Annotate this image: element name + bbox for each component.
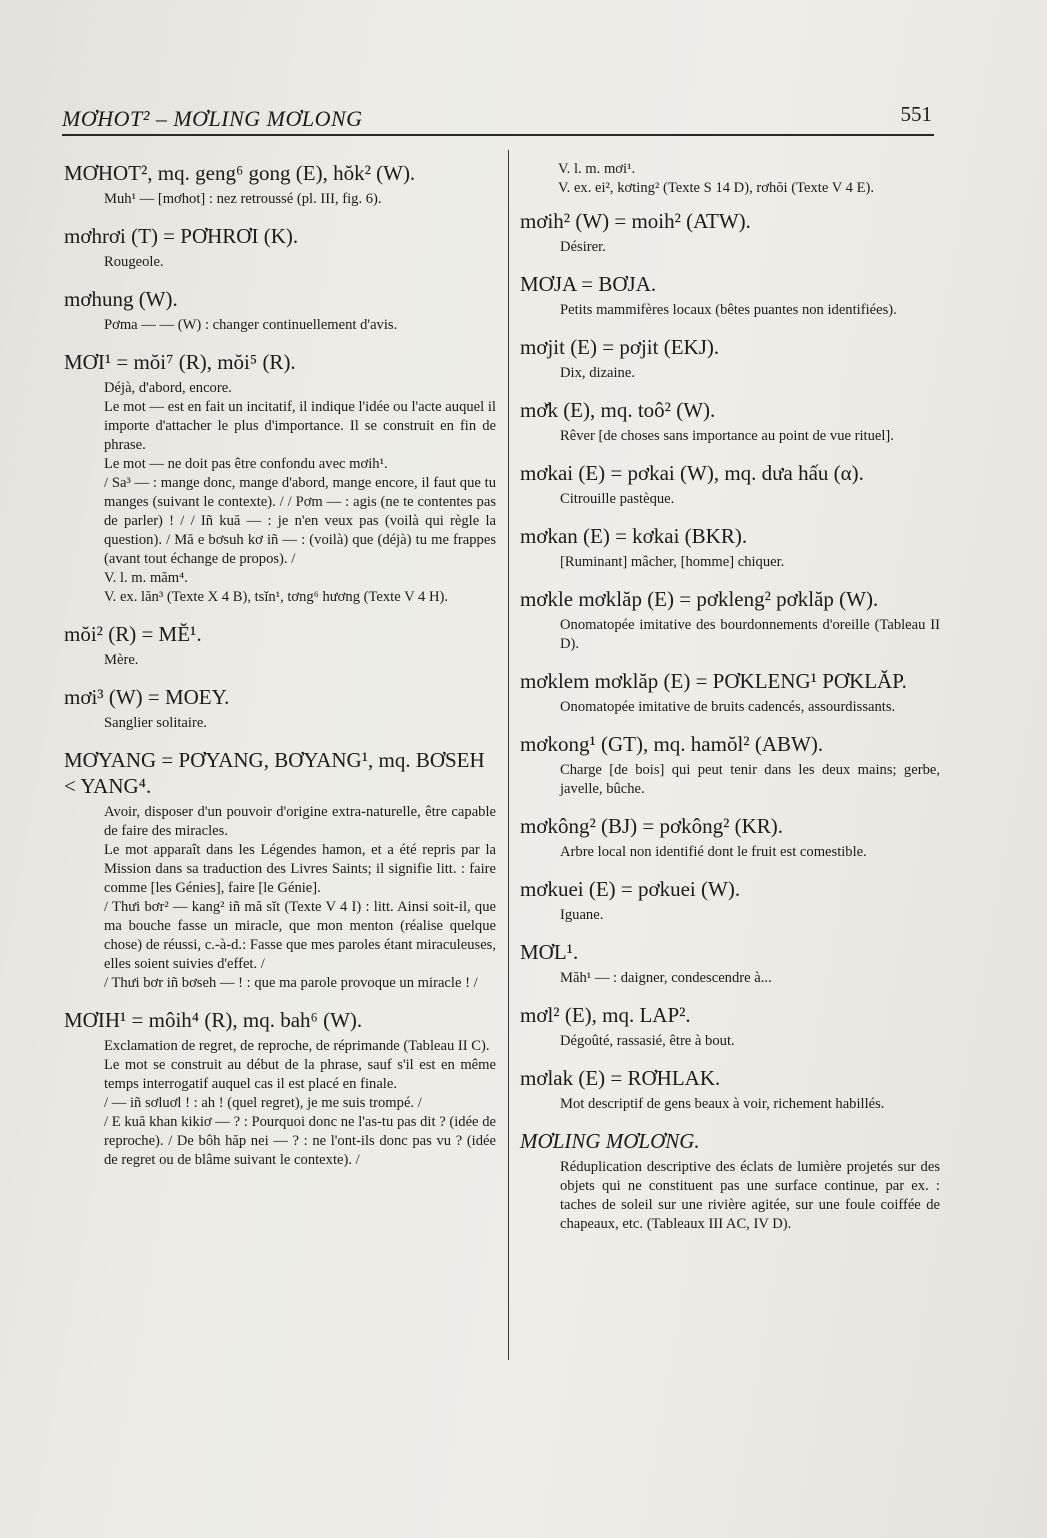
cross-reference: V. l. m. mơi¹. <box>558 161 636 177</box>
dictionary-entry <box>520 668 940 717</box>
definition <box>520 301 940 320</box>
example-line: / Thưi bơr iñ bơseh — ! : que ma parole provoque un miracle ! / <box>104 975 478 991</box>
dictionary-entry <box>520 586 940 654</box>
dictionary-entry <box>520 1065 940 1114</box>
headword: MƠIH¹ = môih⁴ (R), mq. bah⁶ (W). <box>64 1008 363 1032</box>
definition <box>520 843 940 862</box>
dictionary-entry <box>520 334 940 383</box>
definition <box>64 651 496 670</box>
definition-line: Onomatopée imitative de bruits cadencés, assourdissants. <box>560 699 896 715</box>
dictionary-entry <box>64 747 496 993</box>
dictionary-entry <box>520 1002 940 1051</box>
dictionary-entry <box>64 621 496 670</box>
definition-line: Rêver [de choses sans importance au point de vue rituel]. <box>560 428 894 444</box>
definition-line: Dégoûté, rassasié, être à bout. <box>560 1033 735 1049</box>
definition <box>520 1095 940 1114</box>
definition-line: Pơma — — (W) : changer continuellement d'avis. <box>104 317 398 333</box>
definition <box>520 490 940 509</box>
definition-line: Désirer. <box>560 239 606 255</box>
headword: mơkong¹ (GT), mq. hamŏl² (ABW). <box>520 732 824 756</box>
dictionary-entry <box>520 523 940 572</box>
definition <box>64 1037 496 1170</box>
column-divider <box>508 150 509 1360</box>
dictionary-entry <box>64 223 496 272</box>
dictionary-entry <box>520 1128 940 1234</box>
definition-line: Rougeole. <box>104 254 164 270</box>
dictionary-entry <box>64 349 496 607</box>
running-header <box>62 100 934 136</box>
definition-line: Mère. <box>104 652 139 668</box>
headword: MƠJA = BƠJA. <box>520 272 657 296</box>
dictionary-entry <box>64 160 496 209</box>
definition-line: Măh¹ — : daigner, condescendre à... <box>560 970 772 986</box>
definition <box>520 427 940 446</box>
dictionary-entry <box>520 876 940 925</box>
definition <box>520 553 940 572</box>
definition <box>520 364 940 383</box>
definition-line: Arbre local non identifié dont le fruit est comestible. <box>560 844 867 860</box>
cross-reference: V. ex. lăn³ (Texte X 4 B), tsĭn¹, tơng⁶ hương (Texte V 4 H). <box>104 589 448 605</box>
headword: mŏi² (R) = MĔ¹. <box>64 622 202 646</box>
headword: mơkông² (BJ) = pơkông² (KR). <box>520 814 784 838</box>
definition <box>64 316 496 335</box>
definition-line: Charge [de bois] qui peut tenir dans les deux mains; gerbe, javelle, bûche. <box>560 762 940 797</box>
definition-line: Le mot — est en fait un incitatif, il indique l'idée ou l'acte auquel il importe d'attacher le plus d'importance. Il se construit en fin de phrase. <box>104 399 496 453</box>
definition-line: Exclamation de regret, de reproche, de réprimande (Tableau II C). <box>104 1038 490 1054</box>
definition <box>64 714 496 733</box>
definition-line: Le mot apparaît dans les Légendes hamon, et a été repris par la Mission dans sa traduction des Livres Saints; il signifie litt. : faire comme [les Génies], faire [le Génie]. <box>104 842 496 896</box>
dictionary-entry <box>64 1007 496 1170</box>
definition-line: Petits mammifères locaux (bêtes puantes non identifiées). <box>560 302 897 318</box>
definition <box>520 616 940 654</box>
dictionary-entry <box>520 939 940 988</box>
definition-line: [Ruminant] mâcher, [homme] chiquer. <box>560 554 785 570</box>
definition-line: Dix, dizaine. <box>560 365 635 381</box>
dictionary-entry <box>520 731 940 799</box>
headword: MƠLING MƠLƠNG. <box>520 1129 700 1153</box>
definition <box>520 698 940 717</box>
definition-line: Muh¹ — [mơhot] : nez retroussé (pl. III, fig. 6). <box>104 191 382 207</box>
definition-line: Déjà, d'abord, encore. <box>104 380 232 396</box>
definition <box>520 1158 940 1234</box>
example-line: / Sa³ — : mange donc, mange d'abord, mange encore, il faut que tu manges (suivant le contexte). / / Pơm — : agis (ne te contentes pas de parler) ! / / Iñ kuă — : je n'en veux pas (voilà qui règle la question). / Mă e bơsuh kơ iñ — : (voilà) que (déjà) tu me frappes (avant tout échange de propos). / <box>104 475 496 567</box>
definition-line: Iguane. <box>560 907 604 923</box>
definition <box>64 190 496 209</box>
definition-line: Le mot — ne doit pas être confondu avec mơih¹. <box>104 456 388 472</box>
definition <box>64 253 496 272</box>
continuation-block <box>520 160 940 198</box>
definition-line: Sanglier solitaire. <box>104 715 207 731</box>
definition-line: Onomatopée imitative des bourdonnements d'oreille (Tableau II D). <box>560 617 940 652</box>
definition-line: Avoir, disposer d'un pouvoir d'origine extra-naturelle, être capable de faire des miracles. <box>104 804 496 839</box>
dictionary-entry <box>520 271 940 320</box>
headword: mơkle mơklăp (E) = pơkleng² pơklăp (W). <box>520 587 879 611</box>
cross-reference: V. ex. ei², kơting² (Texte S 14 D), rơhŏi (Texte V 4 E). <box>558 180 874 196</box>
definition <box>520 969 940 988</box>
headword: MƠHOT², mq. geng⁶ gong (E), hŏk² (W). <box>64 161 416 185</box>
headword: MƠI¹ = mŏi⁷ (R), mŏi⁵ (R). <box>64 350 296 374</box>
headword: mơih² (W) = moih² (ATW). <box>520 209 751 233</box>
headword: mơl² (E), mq. LAP². <box>520 1003 691 1027</box>
right-column <box>520 160 940 1248</box>
headword: mơklem mơklăp (E) = PƠKLENG¹ PƠKLĂP. <box>520 669 907 693</box>
example-line: / E kuă khan kikiơ — ? : Pourquoi donc ne l'as-tu pas dit ? (idée de reproche). / De bôh hăp nei — ? : ne l'ont-ils donc pas vu ? (idée de regret ou de blâme suivant le contexte). / <box>104 1114 496 1168</box>
dictionary-entry <box>520 813 940 862</box>
headword: MƠYANG = PƠYANG, BƠYANG¹, mq. BƠSEH < YANG⁴. <box>64 748 485 798</box>
dictionary-entry <box>520 208 940 257</box>
cross-reference: V. l. m. măm⁴. <box>104 570 188 586</box>
headword: mơi³ (W) = MOEY. <box>64 685 230 709</box>
dictionary-entry <box>520 397 940 446</box>
definition-line: Réduplication descriptive des éclats de lumière projetés sur des objets qui ne constituent pas une surface continue, par ex. : taches de soleil sur une rivière agitée, sur une foule coiffée de chapeaux, etc. (Tableaux III AC, IV D). <box>560 1159 940 1232</box>
headword: mơjit (E) = pơjit (EKJ). <box>520 335 720 359</box>
definition <box>64 803 496 993</box>
headword: mơkai (E) = pơkai (W), mq. dưa hấu (α). <box>520 461 864 485</box>
left-column <box>64 160 496 1184</box>
running-title: MƠHOT² – MƠLING MƠLONG <box>62 106 363 131</box>
dictionary-entry <box>520 460 940 509</box>
page-number: 551 <box>900 102 932 126</box>
definition-line: Citrouille pastèque. <box>560 491 675 507</box>
headword: mơhrơi (T) = PƠHRƠI (K). <box>64 224 299 248</box>
definition <box>520 761 940 799</box>
headword: mơlak (E) = RƠHLAK. <box>520 1066 721 1090</box>
definition-line: Le mot se construit au début de la phrase, sauf s'il est en même temps interrogatif auquel cas il est placé en finale. <box>104 1057 496 1092</box>
definition <box>520 906 940 925</box>
definition <box>64 379 496 607</box>
dictionary-entry <box>64 286 496 335</box>
definition <box>520 238 940 257</box>
headword: mơkuei (E) = pơkuei (W). <box>520 877 741 901</box>
example-line: / — iñ sơluơl ! : ah ! (quel regret), je me suis trompé. / <box>104 1095 422 1111</box>
definition-line: Mot descriptif de gens beaux à voir, richement habillés. <box>560 1096 885 1112</box>
example-line: / Thưi bơr² — kang² iñ mă sĭt (Texte V 4 I) : litt. Ainsi soit-il, que ma bouche fasse un miracle, que mon menton (réalise quelque chose) de réussi, c.-à-d.: Fasse que mes paroles étant miraculeuses, elles soient suivies d'effet. / <box>104 899 496 972</box>
headword: mơhung (W). <box>64 287 178 311</box>
definition <box>520 1032 940 1051</box>
headword: mơ̆k (E), mq. toô² (W). <box>520 398 716 422</box>
headword: MƠL¹. <box>520 940 579 964</box>
headword: mơkan (E) = kơkai (BKR). <box>520 524 748 548</box>
dictionary-entry <box>64 684 496 733</box>
